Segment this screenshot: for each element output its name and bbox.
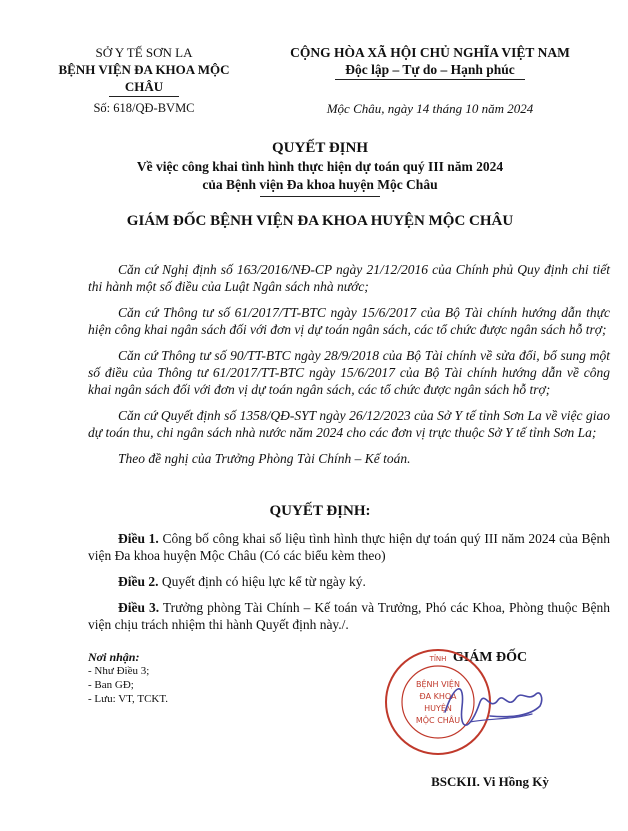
legal-bases [88,261,610,476]
basis-item: Căn cứ Thông tư số 90/TT-BTC ngày 28/9/2018 của Bộ Tài chính về sửa đổi, bổ sung một số điều của Thông tư 61/2017/TT-BTC ngày 15/6/2017 của Bộ Tài chính hướng dẫn về công khai ngân sách đối với đơn vị dự toán ngân sách, các tổ chức được ngân sách hỗ trợ; [88,348,610,397]
svg-text:TỈNH: TỈNH [429,655,447,663]
basis-item: Căn cứ Nghị định số 163/2016/NĐ-CP ngày 21/12/2016 của Chính phủ Quy định chi tiết thi hành một số điều của Luật Ngân sách nhà nước; [88,262,610,294]
country-name: CỘNG HÒA XÃ HỘI CHỦ NGHĨA VIỆT NAM [290,45,570,60]
signer-title: GIÁM ĐỐC [452,650,528,665]
article-label: Điều 2. [118,574,159,589]
article-2 [88,573,610,590]
basis-item: Theo đề nghị của Trưởng Phòng Tài Chính – Kế toán. [118,451,411,466]
motto: Độc lập – Tự do – Hạnh phúc [345,62,515,77]
place-date: Mộc Châu, ngày 14 tháng 10 năm 2024 [326,101,534,116]
article-label: Điều 1. [118,531,159,546]
svg-text:MỘC CHÂU: MỘC CHÂU [415,716,461,725]
subject-line-2: của Bệnh viện Đa khoa huyện Mộc Châu [202,177,438,192]
director-heading: GIÁM ĐỐC BỆNH VIỆN ĐA KHOA HUYỆN MỘC CHÂU [126,213,514,229]
svg-text:ĐA KHOA: ĐA KHOA [419,692,457,701]
motto-underline [335,79,525,80]
articles [88,530,610,642]
article-text: Công bố công khai số liệu tình hình thực hiện dự toán quý III năm 2024 của Bệnh viện Đa khoa huyện Mộc Châu (Có các biểu kèm theo) [88,531,611,563]
article-text: Quyết định có hiệu lực kể từ ngày ký. [158,574,366,589]
signer-name: BSCKII. Vi Hồng Kỳ [431,774,549,789]
basis-item: Căn cứ Thông tư số 61/2017/TT-BTC ngày 15/6/2017 của Bộ Tài chính hướng dẫn thực hiện công khai ngân sách đối với đơn vị dự toán ngân sách, các tổ chức được ngân sách hỗ trợ; [88,305,610,337]
article-3 [88,599,610,633]
handwritten-signature-icon [440,672,550,742]
document-title: QUYẾT ĐỊNH [272,140,368,156]
org-underline [109,96,179,97]
basis-item: Căn cứ Quyết định số 1358/QĐ-SYT ngày 26/12/2023 của Sở Y tế tỉnh Sơn La về việc giao dự toán thu, chi ngân sách nhà nước năm 2024 cho các đơn vị trực thuộc Sở Y tế tỉnh Sơn La; [88,408,610,440]
document-number: Số: 618/QĐ-BVMC [93,101,195,115]
article-text: Trưởng phòng Tài Chính – Kế toán và Trưởng, Phó các Khoa, Phòng thuộc Bệnh viện chịu trách nhiệm thi hành Quyết định này./. [88,600,610,632]
svg-text:BỆNH VIỆN: BỆNH VIỆN [416,680,460,689]
recipients-label: Nơi nhận: [88,650,140,664]
recipient-item: - Lưu: VT, TCKT. [88,693,169,705]
national-title [250,44,610,80]
article-label: Điều 3. [118,600,160,615]
decision-heading: QUYẾT ĐỊNH: [269,503,371,519]
org-parent: SỞ Y TẾ SƠN LA [95,45,193,60]
recipient-item: - Như Điều 3; [88,665,150,677]
subject-line-1: Về việc công khai tình hình thực hiện dự toán quý III năm 2024 [136,159,504,174]
svg-text:HUYỆN: HUYỆN [424,704,452,713]
org-name: BỆNH VIỆN ĐA KHOA MỘC CHÂU [58,62,230,94]
subject-underline [260,196,380,197]
recipient-item: - Ban GĐ; [88,679,134,691]
issuing-organization [38,44,250,97]
document-subject [60,158,580,197]
recipients [88,650,268,706]
article-1 [88,530,610,564]
